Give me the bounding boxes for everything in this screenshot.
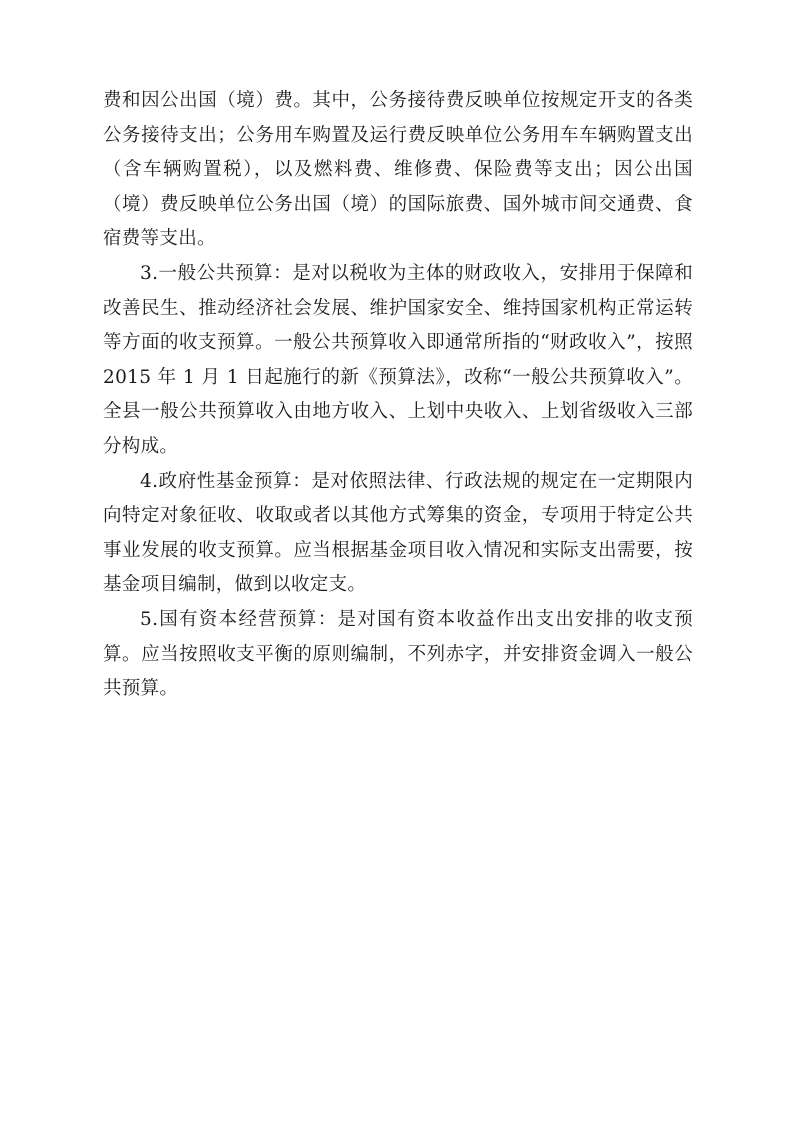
paragraph-general-public-budget: 3.一般公共预算：是对以税收为主体的财政收入，安排用于保障和改善民生、推动经济社会发展、维护国家安全、维持国家机构正常运转等方面的收支预算。一般公共预算收入即通常所指的“财政收入”，按照 2015 年 1 月 1 日起施行的新《预算法》，改称“一般公共预算收入”。全县一般公共预算收入由地方收入、上划中央收入、上划省级收入三部分构成。 — [103, 262, 693, 457]
document-body — [103, 84, 693, 707]
paragraph-government-fund-budget: 4.政府性基金预算：是对依照法律、行政法规的规定在一定期限内向特定对象征收、收取或者以其他方式筹集的资金，专项用于特定公共事业发展的收支预算。应当根据基金项目收入情况和实际支出需要，按基金项目编制，做到以收定支。 — [103, 470, 693, 596]
paragraph-state-capital-budget: 5.国有资本经营预算：是对国有资本收益作出支出安排的收支预算。应当按照收支平衡的原则编制，不列赤字，并安排资金调入一般公共预算。 — [103, 608, 693, 700]
paragraph-continuation: 费和因公出国（境）费。其中，公务接待费反映单位按规定开支的各类公务接待支出；公务用车购置及运行费反映单位公务用车车辆购置支出（含车辆购置税），以及燃料费、维修费、保险费等支出；因公出国（境）费反映单位公务出国（境）的国际旅费、国外城市间交通费、食宿费等支出。 — [103, 90, 693, 250]
